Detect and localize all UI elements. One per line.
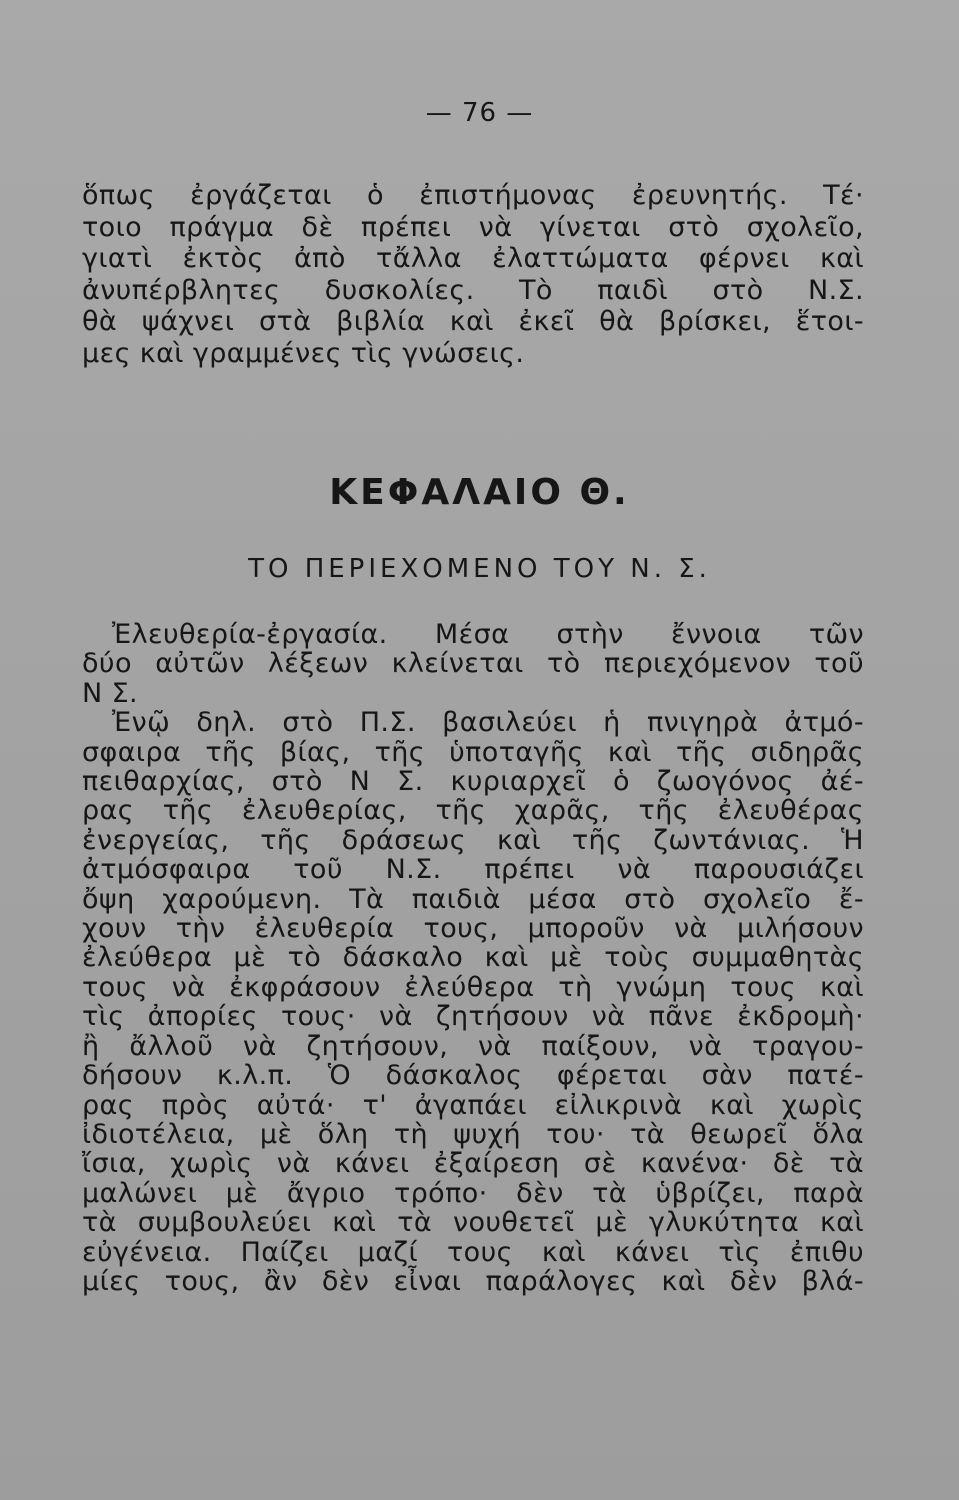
- text-line: ἐνεργείας, τῆς δράσεως καὶ τῆς ζωντάνιας. Ἡ: [82, 824, 864, 856]
- text-line: τοιο πράγμα δὲ πρέπει νὰ γίνεται στὸ σχολεῖο,: [82, 211, 864, 243]
- text-line: τους νὰ ἐκφράσουν ἐλεύθερα τὴ γνώμη τους καὶ: [82, 971, 864, 1003]
- text-line: ρας πρὸς αὐτά· τ' ἀγαπάει εἰλικρινὰ καὶ χωρὶς: [82, 1089, 864, 1121]
- text-line: ὄψη χαρούμενη. Τὰ παιδιὰ μέσα στὸ σχολεῖο ἔ-: [82, 883, 864, 915]
- text-line: Ἐλευθερία-ἐργασία. Μέσα στὴν ἔννοια τῶν: [112, 619, 864, 650]
- text-line: ἰδιοτέλεια, μὲ ὅλη τὴ ψυχή του· τὰ θεωρεῖ ὅλα: [82, 1118, 864, 1150]
- chapter-body: [82, 620, 864, 1296]
- text-line: Ν Σ.: [82, 677, 139, 709]
- text-line: ἴσια, χωρὶς νὰ κάνει ἐξαίρεση σὲ κανένα· δὲ τὰ: [82, 1148, 864, 1180]
- text-line: Ἐνῷ δηλ. στὸ Π.Σ. βασιλεύει ἡ πνιγηρὰ ἀτμό-: [112, 707, 864, 739]
- text-line: πειθαρχίας, στὸ Ν Σ. κυριαρχεῖ ὁ ζωογόνος ἀέ-: [82, 766, 864, 798]
- text-line: ρας τῆς ἐλευθερίας, τῆς χαρᾶς, τῆς ἐλευθέρας: [82, 795, 864, 827]
- chapter-subtitle: ΤΟ ΠΕΡΙΕΧΟΜΕΝΟ ΤΟΥ Ν. Σ.: [248, 554, 711, 584]
- text-line: γιατὶ ἐκτὸς ἀπὸ τἄλλα ἐλαττώματα φέρνει καὶ: [82, 243, 864, 274]
- text-line: ὅπως ἐργάζεται ὁ ἐπιστήμονας ἐρευνητής. Τέ·: [82, 180, 864, 211]
- text-line: ἀτμόσφαιρα τοῦ Ν.Σ. πρέπει νὰ παρουσιάζει: [82, 854, 864, 886]
- text-line: δήσουν κ.λ.π. Ὁ δάσκαλος φέρεται σὰν πατέ-: [82, 1060, 864, 1092]
- text-line: ἐλεύθερα μὲ τὸ δάσκαλο καὶ μὲ τοὺς συμμαθητὰς: [82, 942, 864, 974]
- chapter-title: ΚΕΦΑΛΑΙΟ Θ.: [329, 472, 630, 513]
- page-number: — 76 —: [425, 98, 534, 128]
- opening-paragraph: [82, 180, 864, 369]
- text-line: θὰ ψάχνει στὰ βιβλία καὶ ἐκεῖ θὰ βρίσκει, ἕτοι-: [82, 306, 864, 337]
- text-line: χουν τὴν ἐλευθερία τους, μποροῦν νὰ μιλήσουν: [82, 913, 864, 945]
- text-line: τὰ συμβουλεύει καὶ τὰ νουθετεῖ μὲ γλυκύτητα καὶ: [82, 1207, 864, 1239]
- text-line: τὶς ἀπορίες τους· νὰ ζητήσουν νὰ πᾶνε ἐκδρομὴ·: [82, 1001, 864, 1033]
- text-line: ἢ ἄλλοῦ νὰ ζητήσουν, νὰ παίξουν, νὰ τραγου-: [82, 1030, 864, 1062]
- text-line: δύο αὐτῶν λέξεων κλείνεται τὸ περιεχόμενον τοῦ: [82, 648, 864, 680]
- text-line: μες καὶ γραμμένες τὶς γνώσεις.: [82, 337, 525, 369]
- text-line: ἀνυπέρβλητες δυσκολίες. Τὸ παιδὶ στὸ Ν.Σ.: [82, 274, 864, 306]
- text-line: μαλώνει μὲ ἄγριο τρόπο· δὲν τὰ ὑβρίζει, παρὰ: [82, 1177, 864, 1209]
- text-line: εὐγένεια. Παίζει μαζί τους καὶ κάνει τὶς ἐπιθυ: [82, 1236, 864, 1268]
- text-line: σφαιρα τῆς βίας, τῆς ὑποταγῆς καὶ τῆς σιδηρᾶς: [82, 736, 864, 768]
- text-line: μίες τους, ἂν δὲν εἶναι παράλογες καὶ δὲν βλά-: [82, 1265, 864, 1297]
